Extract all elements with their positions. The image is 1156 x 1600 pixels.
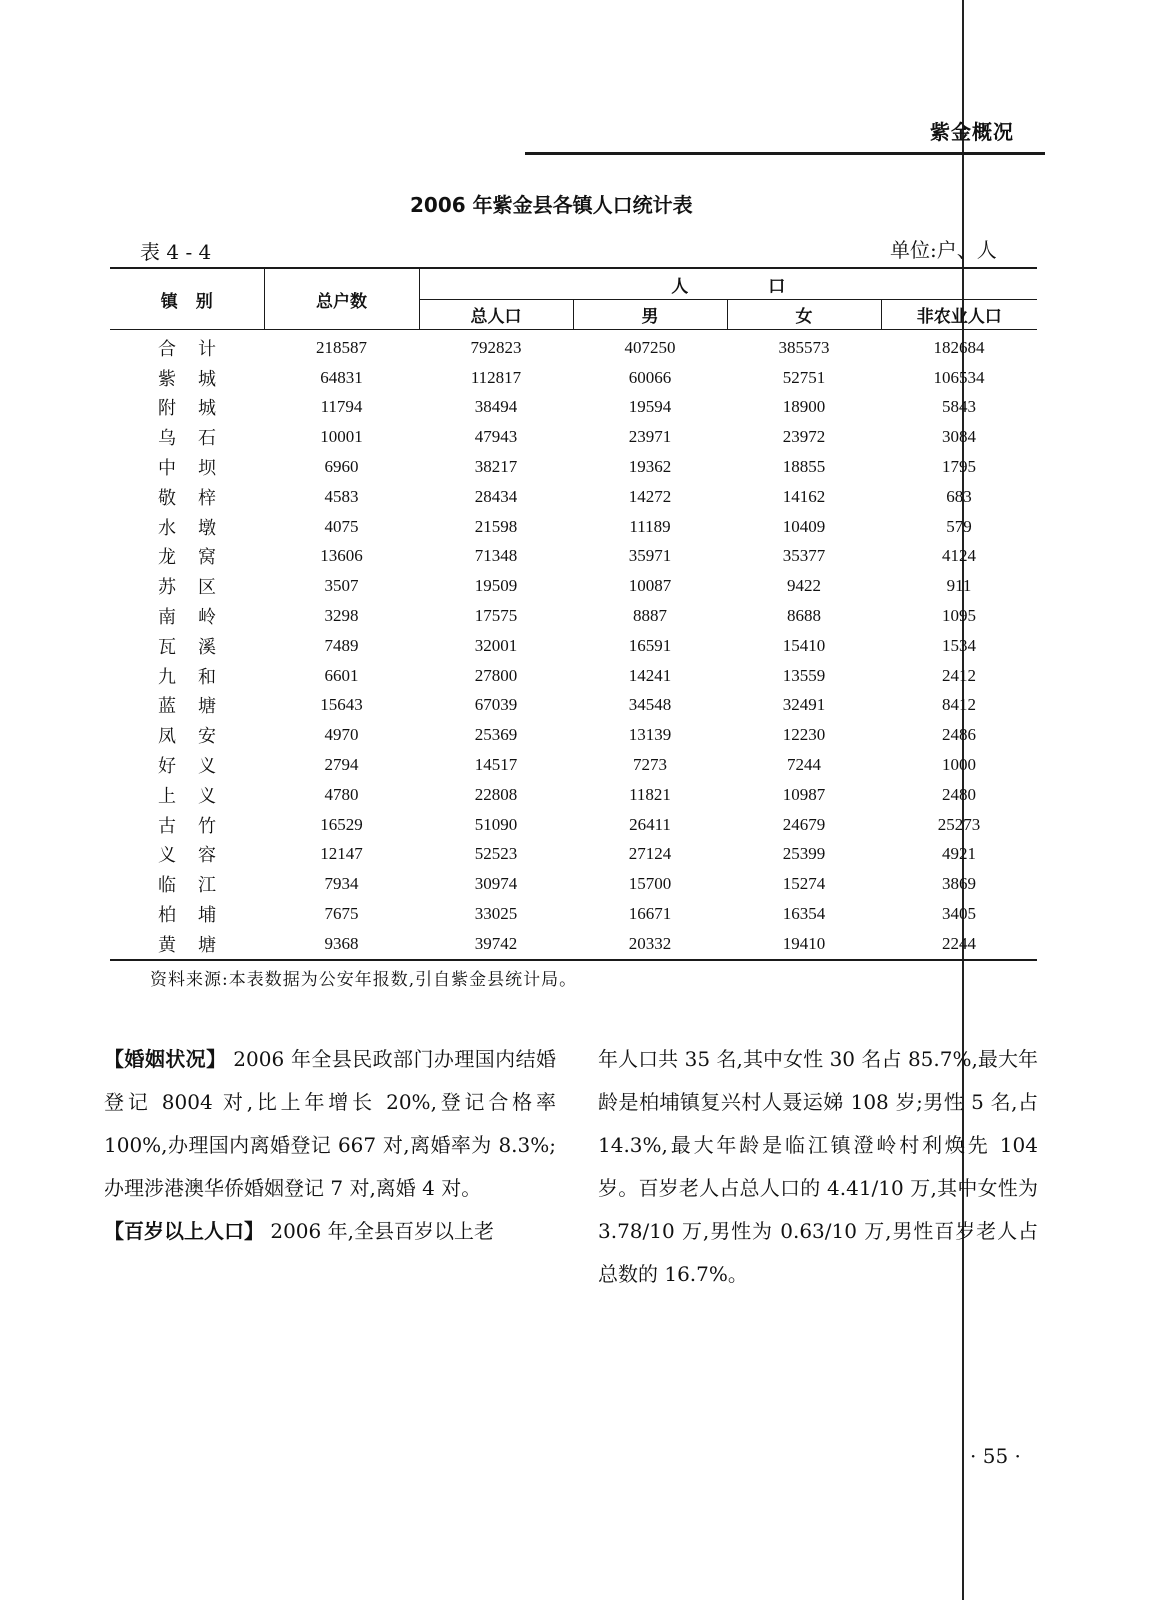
table-source-note: 资料来源:本表数据为公安年报数,引自紫金县统计局。 [150,970,578,990]
cell-non-agricultural: 4124 [942,546,976,566]
cell-total-population: 112817 [470,367,522,387]
cell-male: 35971 [628,546,672,566]
cell-total-population: 51090 [474,814,518,834]
cell-town-name: 蓝塘 [158,696,238,718]
cell-town-name: 乌石 [158,428,238,450]
marriage-paragraph [104,1038,556,1210]
cell-female: 9422 [787,576,821,596]
cell-town-name: 古竹 [158,815,238,837]
table-row [110,661,1037,691]
cell-households: 12147 [320,844,363,864]
cell-town-name: 上义 [158,785,238,807]
cell-total-population: 71348 [474,546,518,566]
cell-male: 15700 [628,874,672,894]
table-row [110,840,1037,870]
cell-households: 11794 [320,397,363,417]
cell-town-name: 水墩 [158,517,238,539]
cell-non-agricultural: 2486 [942,725,976,745]
cell-male: 19362 [628,457,672,477]
cell-male: 19594 [628,397,672,417]
cell-non-agricultural: 2480 [942,784,976,804]
cell-households: 7934 [324,874,359,894]
cell-households: 3507 [324,576,359,596]
table-row [110,691,1037,721]
cell-households: 7675 [324,904,359,924]
table-row [110,601,1037,631]
cell-male: 11821 [629,784,671,804]
cell-households: 6601 [324,665,359,685]
cell-town-name: 瓦溪 [158,636,238,658]
header-population-group: 人口 [419,268,1037,300]
cell-households: 13606 [320,546,363,566]
cell-female: 35377 [782,546,826,566]
table-row [110,780,1037,810]
table-row [110,571,1037,601]
cell-town-name: 合计 [158,338,238,360]
cell-non-agricultural: 1795 [942,457,976,477]
cell-non-agricultural: 25273 [937,814,981,834]
cell-female: 7244 [787,755,821,775]
cell-non-agricultural: 579 [946,516,972,536]
cell-total-population: 30974 [474,874,518,894]
cell-female: 16354 [782,904,826,924]
centenarian-text-left: 2006 年,全县百岁以上老 [264,1219,494,1243]
cell-non-agricultural: 5843 [942,397,976,417]
cell-male: 20332 [573,929,727,960]
table-row [110,482,1037,512]
cell-female: 15410 [782,635,826,655]
cell-total-population: 14517 [474,755,518,775]
cell-households: 10001 [320,427,363,447]
cell-households: 4780 [324,784,359,804]
cell-total-population: 22808 [474,784,518,804]
cell-female: 24679 [782,814,826,834]
cell-non-agricultural: 2244 [881,929,1037,960]
cell-male: 13139 [628,725,672,745]
header-households: 总户数 [264,268,419,330]
cell-female: 13559 [782,665,826,685]
cell-male: 7273 [633,755,667,775]
cell-town-name: 凤安 [158,726,238,748]
cell-female: 18900 [782,397,826,417]
cell-female: 18855 [782,457,826,477]
cell-total-population: 33025 [474,904,518,924]
cell-town-name: 附城 [158,398,238,420]
population-table [110,267,1037,961]
cell-total-population: 792823 [470,337,522,357]
table-row [110,929,1037,960]
cell-households: 64831 [320,367,363,387]
header-non-agricultural: 非农业人口 [881,300,1037,330]
table-row [110,330,1037,363]
cell-non-agricultural: 106534 [933,367,985,387]
cell-male: 16591 [628,635,672,655]
table-row [110,422,1037,452]
table-row [110,512,1037,542]
cell-total-population: 38494 [474,397,518,417]
centenarian-label: 【百岁以上人口】 [104,1219,264,1243]
cell-non-agricultural: 3084 [942,427,976,447]
cell-female: 14162 [782,486,826,506]
cell-town-name: 九和 [158,666,238,688]
cell-female: 385573 [778,337,830,357]
cell-non-agricultural: 8412 [942,695,976,715]
cell-total-population: 28434 [474,486,518,506]
cell-female: 23972 [782,427,826,447]
cell-households: 3298 [324,606,359,626]
cell-town-name: 义容 [158,845,238,867]
cell-non-agricultural: 1000 [942,755,976,775]
cell-female: 15274 [782,874,826,894]
cell-households: 9368 [264,929,419,960]
table-unit: 单位:户、人 [890,238,997,262]
cell-female: 8688 [787,606,821,626]
cell-households: 16529 [320,814,363,834]
cell-male: 23971 [628,427,672,447]
cell-male: 14272 [628,486,672,506]
marriage-label: 【婚姻状况】 [104,1047,227,1071]
header-male: 男 [573,300,727,330]
cell-female: 32491 [782,695,826,715]
cell-households: 218587 [316,337,367,357]
cell-total-population: 52523 [474,844,518,864]
centenarian-paragraph-continued [598,1038,1038,1296]
cell-non-agricultural: 2412 [942,665,976,685]
centenarian-paragraph-start [104,1210,556,1253]
cell-female: 25399 [782,844,826,864]
cell-male: 11189 [629,516,671,536]
table-number: 表 4 - 4 [140,240,212,264]
cell-non-agricultural: 3405 [942,904,976,924]
cell-town-name: 柏埔 [158,905,238,927]
cell-male: 8887 [633,606,667,626]
cell-total-population: 38217 [474,457,518,477]
table-row [110,542,1037,572]
header-total-population: 总人口 [419,300,573,330]
cell-town-name: 黄塘 [110,929,264,960]
section-header: 紫金概况 [930,120,1014,144]
cell-town-name: 苏区 [158,577,238,599]
table-title: 2006 年紫金县各镇人口统计表 [410,193,693,217]
cell-households: 4970 [324,725,359,745]
centenarian-text-right: 年人口共 35 名,其中女性 30 名占 85.7%,最大年龄是柏埔镇复兴村人聂运娣 108 岁;男性 5 名,占 14.3%,最大年龄是临江镇澄岭村利焕先 104 岁。百岁老人占总人口的 4.41/10 万,其中女性为 3.78/10 万,男性为 0.63/10 万,男性百岁老人占总数的 16.7%。 [598,1047,1038,1286]
header-rule [525,152,1045,155]
cell-female: 52751 [782,367,826,387]
table-row [110,393,1037,423]
cell-town-name: 紫城 [158,368,238,390]
header-town: 镇别 [110,268,264,330]
cell-households: 4583 [324,486,359,506]
cell-total-population: 27800 [474,665,518,685]
table-row [110,750,1037,780]
cell-female: 10987 [782,784,826,804]
cell-non-agricultural: 683 [946,486,972,506]
cell-households: 4075 [324,516,359,536]
cell-non-agricultural: 1095 [942,606,976,626]
cell-total-population: 39742 [419,929,573,960]
table-row [110,363,1037,393]
cell-town-name: 好义 [158,756,238,778]
text-column-left [104,1038,556,1253]
cell-households: 6960 [324,457,359,477]
marriage-text: 2006 年全县民政部门办理国内结婚登记 8004 对,比上年增长 20%,登记合格率 100%,办理国内离婚登记 667 对,离婚率为 8.3%;办理涉港澳华侨婚姻登记 7 对,离婚 4 对。 [104,1047,556,1200]
cell-total-population: 47943 [474,427,518,447]
cell-non-agricultural: 1534 [942,635,976,655]
cell-male: 34548 [628,695,672,715]
table-row [110,720,1037,750]
cell-households: 2794 [324,755,359,775]
text-column-right [598,1038,1038,1296]
cell-female: 10409 [782,516,826,536]
table-row [110,869,1037,899]
cell-town-name: 中坝 [158,458,238,480]
cell-town-name: 南岭 [158,607,238,629]
cell-non-agricultural: 3869 [942,874,976,894]
table-row [110,631,1037,661]
cell-town-name: 敬梓 [158,487,238,509]
cell-male: 26411 [629,814,671,834]
cell-total-population: 25369 [474,725,518,745]
table-body [110,330,1037,960]
cell-female: 19410 [727,929,881,960]
cell-non-agricultural: 911 [946,576,972,596]
cell-female: 12230 [782,725,826,745]
cell-households: 15643 [320,695,363,715]
cell-non-agricultural: 182684 [933,337,985,357]
table-row [110,452,1037,482]
cell-male: 407250 [624,337,676,357]
cell-total-population: 32001 [474,635,518,655]
cell-total-population: 17575 [474,606,518,626]
table-row [110,899,1037,929]
cell-non-agricultural: 4921 [942,844,976,864]
header-female: 女 [727,300,881,330]
table-row [110,810,1037,840]
cell-total-population: 21598 [474,516,518,536]
cell-male: 60066 [628,367,672,387]
cell-total-population: 19509 [474,576,518,596]
cell-town-name: 龙窝 [158,547,238,569]
cell-town-name: 临江 [158,875,238,897]
cell-total-population: 67039 [474,695,518,715]
cell-male: 10087 [628,576,672,596]
cell-male: 16671 [628,904,672,924]
cell-male: 14241 [628,665,672,685]
page-number: · 55 · [970,1444,1021,1468]
cell-households: 7489 [324,635,359,655]
cell-male: 27124 [628,844,672,864]
